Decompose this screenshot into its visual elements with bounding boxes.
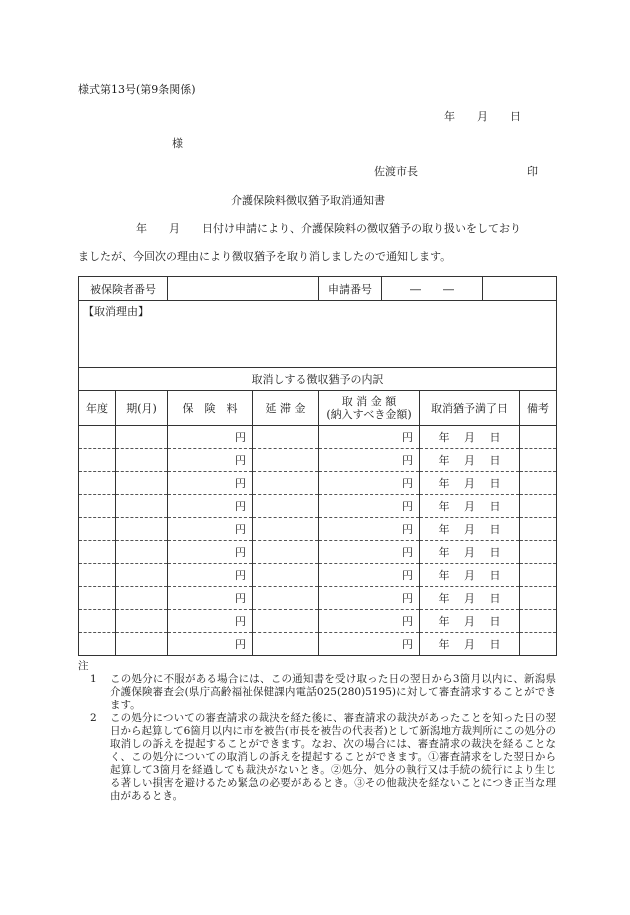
table-row — [79, 633, 557, 656]
table-row — [79, 541, 557, 564]
period-cell[interactable] — [116, 564, 168, 587]
issue-date: 年 月 日 — [444, 110, 521, 123]
insured-number-field[interactable] — [168, 277, 319, 301]
form-number: 様式第13号(第9条関係) — [78, 83, 196, 96]
yen-unit: 円 — [235, 546, 246, 559]
cancel-amount-line-1: 取 消 金 額 — [341, 395, 397, 408]
remarks-cell[interactable] — [520, 495, 557, 518]
late-fee-cell[interactable] — [253, 633, 319, 656]
date-placeholder: 年 月 日 — [438, 592, 501, 605]
col-header-cancel-amount — [319, 391, 420, 426]
note-number: 1 — [90, 673, 97, 685]
yen-unit: 円 — [235, 500, 246, 513]
col-header-late-fee: 延 滞 金 — [253, 391, 319, 426]
table-row — [79, 610, 557, 633]
end-date-cell[interactable] — [420, 518, 520, 541]
cancel-amount-cell[interactable] — [319, 610, 420, 633]
application-number-spacer — [482, 277, 556, 300]
date-placeholder: 年 月 日 — [438, 431, 501, 444]
remarks-cell[interactable] — [520, 633, 557, 656]
date-placeholder: 年 月 日 — [438, 500, 501, 513]
yen-unit: 円 — [235, 569, 246, 582]
late-fee-cell[interactable] — [253, 472, 319, 495]
issuer-name: 佐渡市長 — [374, 165, 418, 178]
body-text-line-1: 年 月 日付け申請により、介護保険料の徴収猶予の取り扱いをしており — [136, 222, 521, 235]
remarks-cell[interactable] — [520, 587, 557, 610]
cancel-amount-cell[interactable] — [319, 472, 420, 495]
note-number: 2 — [90, 712, 97, 724]
date-placeholder: 年 月 日 — [438, 546, 501, 559]
col-header-year: 年度 — [79, 391, 116, 426]
period-cell[interactable] — [116, 495, 168, 518]
note-text: この処分に不服がある場合には、この通知書を受け取った日の翌日から3箇月以内に、新潟県介護保険審査会(県庁高齢福祉保健課内電話025(280)5195)に対して審査請求することができます。 — [110, 673, 556, 711]
end-date-cell[interactable] — [420, 633, 520, 656]
cancellation-reason-box[interactable] — [79, 301, 557, 368]
date-placeholder: 年 月 日 — [438, 638, 501, 651]
period-cell[interactable] — [116, 587, 168, 610]
note-text: この処分についての審査請求の裁決を経た後に、審査請求の裁決があったことを知った日の翌日から起算して6箇月以内に市を被告(市長を被告の代表者)として新潟地方裁判所にこの処分の取消しの訴えを提起することができます。なお、次の場合には、審査請求の裁決を経ることなく、この処分についての取消しの訴えを提起することができます。①審査請求をした翌日から起算して3箇月を経過しても裁決がないとき。②処分、処分の執行又は手続の続行により生じる著しい損害を避けるため緊急の必要があるとき。③その他裁決を経ないことにつき正当な理由があるとき。 — [110, 712, 556, 802]
yen-unit: 円 — [402, 500, 413, 513]
cancel-amount-line-2: (納入すべき金額) — [326, 408, 412, 421]
period-cell[interactable] — [116, 426, 168, 449]
date-placeholder: 年 月 日 — [438, 569, 501, 582]
end-date-cell[interactable] — [420, 472, 520, 495]
late-fee-cell[interactable] — [253, 541, 319, 564]
year-cell[interactable] — [79, 610, 116, 633]
late-fee-cell[interactable] — [253, 587, 319, 610]
premium-cell[interactable] — [168, 587, 253, 610]
cancel-amount-cell[interactable] — [319, 587, 420, 610]
application-number-label: 申請番号 — [319, 277, 382, 300]
yen-unit: 円 — [235, 592, 246, 605]
addressee-suffix: 様 — [172, 137, 183, 150]
date-placeholder: 年 月 日 — [438, 454, 501, 467]
remarks-cell[interactable] — [520, 426, 557, 449]
late-fee-cell[interactable] — [253, 610, 319, 633]
col-header-premium: 保 険 料 — [168, 391, 253, 426]
period-cell[interactable] — [116, 633, 168, 656]
table-row — [79, 426, 557, 449]
yen-unit: 円 — [235, 615, 246, 628]
note-item-2 — [84, 712, 556, 803]
year-cell[interactable] — [79, 426, 116, 449]
remarks-cell[interactable] — [520, 449, 557, 472]
remarks-cell[interactable] — [520, 472, 557, 495]
period-cell[interactable] — [116, 472, 168, 495]
late-fee-cell[interactable] — [253, 449, 319, 472]
year-cell[interactable] — [79, 472, 116, 495]
year-cell[interactable] — [79, 564, 116, 587]
year-cell[interactable] — [79, 449, 116, 472]
end-date-cell[interactable] — [420, 564, 520, 587]
date-placeholder: 年 月 日 — [438, 615, 501, 628]
end-date-cell[interactable] — [420, 587, 520, 610]
end-date-cell[interactable] — [420, 495, 520, 518]
cancel-amount-cell[interactable] — [319, 449, 420, 472]
col-header-period: 期(月) — [116, 391, 168, 426]
yen-unit: 円 — [402, 477, 413, 490]
yen-unit: 円 — [402, 592, 413, 605]
table-row — [79, 472, 557, 495]
premium-breakdown-table — [78, 276, 557, 656]
notes-section — [78, 660, 556, 803]
yen-unit: 円 — [235, 431, 246, 444]
yen-unit: 円 — [402, 431, 413, 444]
yen-unit: 円 — [235, 454, 246, 467]
application-number-field[interactable]: ― ― — [410, 282, 454, 296]
remarks-cell[interactable] — [520, 518, 557, 541]
period-cell[interactable] — [116, 449, 168, 472]
yen-unit: 円 — [402, 615, 413, 628]
document-title: 介護保険料徴収猶予取消通知書 — [231, 194, 385, 207]
insured-number-label: 被保険者番号 — [79, 277, 168, 301]
table-row — [79, 518, 557, 541]
note-item-1 — [84, 673, 556, 712]
remarks-cell[interactable] — [520, 564, 557, 587]
cancellation-reason-label: 【取消理由】 — [83, 305, 149, 318]
yen-unit: 円 — [235, 523, 246, 536]
col-header-end-date: 取消猶予満了日 — [420, 391, 520, 426]
yen-unit: 円 — [235, 477, 246, 490]
premium-cell[interactable] — [168, 633, 253, 656]
cancel-amount-cell[interactable] — [319, 633, 420, 656]
late-fee-cell[interactable] — [253, 518, 319, 541]
cancel-amount-cell[interactable] — [319, 564, 420, 587]
yen-unit: 円 — [402, 454, 413, 467]
date-placeholder: 年 月 日 — [438, 477, 501, 490]
table-row — [79, 495, 557, 518]
yen-unit: 円 — [402, 546, 413, 559]
cancel-amount-cell[interactable] — [319, 495, 420, 518]
date-placeholder: 年 月 日 — [438, 523, 501, 536]
period-cell[interactable] — [116, 610, 168, 633]
period-cell[interactable] — [116, 518, 168, 541]
end-date-cell[interactable] — [420, 449, 520, 472]
yen-unit: 円 — [402, 638, 413, 651]
year-cell[interactable] — [79, 587, 116, 610]
period-cell[interactable] — [116, 541, 168, 564]
col-header-remarks: 備考 — [520, 391, 557, 426]
remarks-cell[interactable] — [520, 610, 557, 633]
cancel-amount-cell[interactable] — [319, 541, 420, 564]
premium-cell[interactable] — [168, 472, 253, 495]
end-date-cell[interactable] — [420, 610, 520, 633]
table-row — [79, 449, 557, 472]
premium-cell[interactable] — [168, 518, 253, 541]
premium-cell[interactable] — [168, 610, 253, 633]
yen-unit: 円 — [402, 523, 413, 536]
yen-unit: 円 — [402, 569, 413, 582]
yen-unit: 円 — [235, 638, 246, 651]
year-cell[interactable] — [79, 495, 116, 518]
body-text-line-2: ましたが、今回次の理由により徴収猶予を取り消しましたので通知します。 — [78, 250, 452, 263]
premium-cell[interactable] — [168, 541, 253, 564]
cancel-amount-cell[interactable] — [319, 518, 420, 541]
premium-cell[interactable] — [168, 449, 253, 472]
premium-cell[interactable] — [168, 426, 253, 449]
breakdown-title: 取消しする徴収猶予の内訳 — [79, 368, 557, 391]
year-cell[interactable] — [79, 633, 116, 656]
cancel-amount-cell[interactable] — [319, 426, 420, 449]
end-date-cell[interactable] — [420, 541, 520, 564]
year-cell[interactable] — [79, 518, 116, 541]
late-fee-cell[interactable] — [253, 495, 319, 518]
table-row — [79, 587, 557, 610]
premium-cell[interactable] — [168, 564, 253, 587]
late-fee-cell[interactable] — [253, 564, 319, 587]
table-row — [79, 564, 557, 587]
premium-cell[interactable] — [168, 495, 253, 518]
late-fee-cell[interactable] — [253, 426, 319, 449]
end-date-cell[interactable] — [420, 426, 520, 449]
seal-mark: 印 — [527, 165, 538, 178]
year-cell[interactable] — [79, 541, 116, 564]
notes-heading: 注 — [78, 660, 89, 672]
remarks-cell[interactable] — [520, 541, 557, 564]
